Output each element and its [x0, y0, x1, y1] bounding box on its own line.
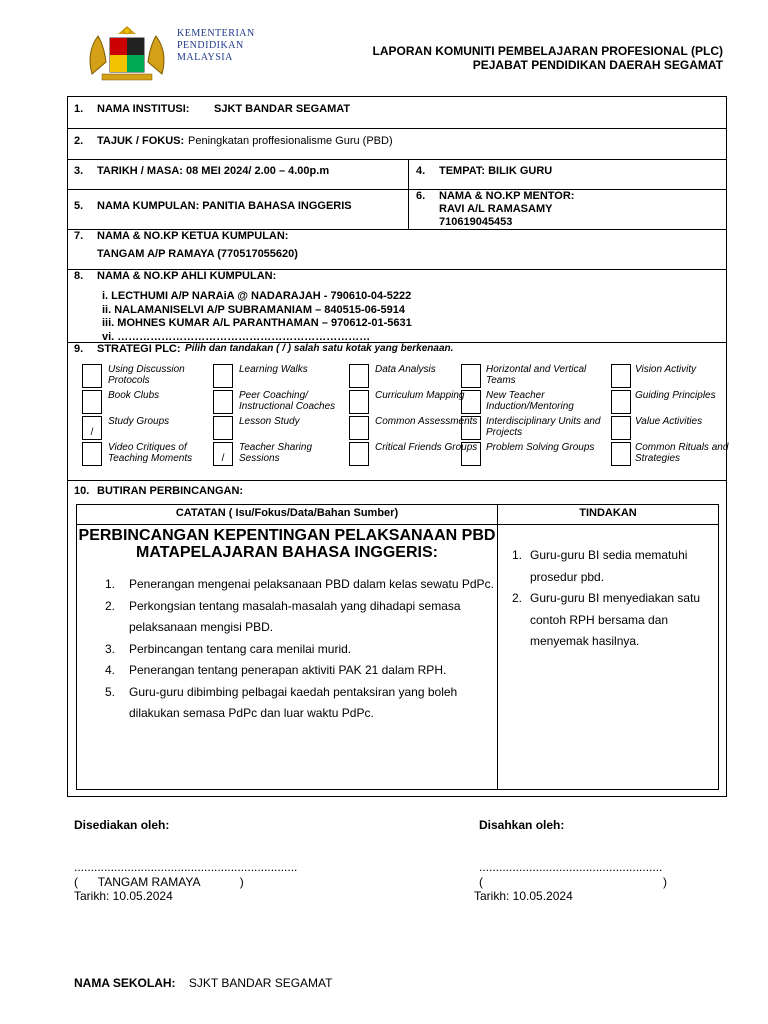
plc-report-form: [67, 96, 727, 797]
ministry-crest-logo: [84, 22, 170, 84]
group-name: NAMA KUMPULAN: PANITIA BAHASA INGGERIS: [97, 200, 352, 212]
strategy-checkbox[interactable]: [349, 442, 369, 466]
strategy-instruction: Pilih dan tandakan ( / ) salah satu kotak yang berkenaan.: [185, 343, 454, 354]
strategy-checkbox[interactable]: [611, 442, 631, 466]
strategy-checkbox[interactable]: [213, 390, 233, 414]
discussion-points: [105, 574, 495, 725]
approved-name-open: (: [479, 875, 483, 889]
strategy-label: Book Clubs: [108, 390, 160, 401]
strategy-checkbox[interactable]: [349, 364, 369, 388]
prepared-by-label: Disediakan oleh:: [74, 818, 170, 832]
mentor-info: NAMA & NO.KP MENTOR: RAVI A/L RAMASAMY 710619045453: [439, 190, 575, 228]
school-name: NAMA SEKOLAH: SJKT BANDAR SEGAMAT: [74, 976, 333, 990]
list-item: 2. Perkongsian tentang masalah-masalah yang dihadapi semasa pelaksanaan mengisi PBD.: [105, 598, 461, 634]
row-institution: 1. NAMA INSTITUSI: SJKT BANDAR SEGAMAT: [68, 97, 726, 129]
date-time: TARIKH / MASA: 08 MEI 2024/ 2.00 – 4.00p.m: [97, 165, 330, 177]
strategy-checkbox[interactable]: [461, 390, 481, 414]
member-item: iii. MOHNES KUMAR A/L PARANTHAMAN – 970612-01-5631: [102, 317, 412, 329]
strategy-checkbox[interactable]: [213, 416, 233, 440]
discussion-label: BUTIRAN PERBINCANGAN:: [97, 485, 244, 497]
strategy-checkbox[interactable]: [349, 390, 369, 414]
strategy-label: New Teacher Induction/Mentoring: [486, 390, 574, 412]
members-list: [102, 290, 412, 344]
strategy-checkbox[interactable]: [611, 416, 631, 440]
strategy-label: Peer Coaching/ Instructional Coaches: [239, 390, 336, 412]
strategy-label: Lesson Study: [239, 416, 300, 427]
column-action: TINDAKAN: [579, 507, 637, 519]
discussion-table-header: [77, 505, 718, 525]
strategy-checkbox[interactable]: [349, 416, 369, 440]
strategy-label: Critical Friends Groups: [375, 442, 478, 453]
row-strategy: 9. STRATEGI PLC: Pilih dan tandakan ( / ) salah satu kotak yang berkenaan.: [68, 343, 726, 481]
institution-label: NAMA INSTITUSI:: [97, 103, 190, 115]
report-title: LAPORAN KOMUNITI PEMBELAJARAN PROFESIONAL (PLC) PEJABAT PENDIDIKAN DAERAH SEGAMAT: [372, 44, 723, 72]
strategy-label: Common Rituals and Strategies: [635, 442, 729, 464]
member-item: vi. ……………………………………………………………: [102, 330, 371, 343]
topic-value: Peningkatan proffesionalisme Guru (PBD): [188, 135, 393, 147]
strategy-label: Vision Activity: [635, 364, 697, 375]
strategy-checkbox[interactable]: [82, 390, 102, 414]
strategy-label: Using Discussion Protocols: [108, 364, 185, 386]
row-date-place: 3. TARIKH / MASA: 08 MEI 2024/ 2.00 – 4.00p.m 4. TEMPAT: BILIK GURU: [68, 160, 726, 190]
institution-value: SJKT BANDAR SEGAMAT: [214, 103, 351, 115]
strategy-label: Study Groups: [108, 416, 170, 427]
list-item: 2. Guru-guru BI menyediakan satu contoh RPH bersama dan menyemak hasilnya.: [512, 591, 701, 648]
members-label: NAMA & NO.KP AHLI KUMPULAN:: [97, 270, 277, 282]
strategy-label: Horizontal and Vertical Teams: [486, 364, 587, 386]
row-group-members: 8. NAMA & NO.KP AHLI KUMPULAN: i. LECTHUMI A/P NARAiA @ NADARAJAH - 790610-04-5222 ii. NALAMANISELVI A/P SUBRAMANIAM – 840515-06-5914 iii. MOHNES KUMAR A/L PARANTHAMAN – 970612-01-5631 vi. ……………………………………………………………: [68, 270, 726, 343]
member-item: i. LECTHUMI A/P NARAiA @ NADARAJAH - 790610-04-5222: [102, 290, 412, 302]
topic-label: TAJUK / FOKUS:: [97, 135, 185, 147]
row-discussion: 10. BUTIRAN PERBINCANGAN:: [74, 485, 244, 497]
strategy-label: Video Critiques of Teaching Moments: [108, 442, 193, 464]
strategy-checkbox[interactable]: [461, 442, 481, 466]
row-group-mentor: 5. NAMA KUMPULAN: PANITIA BAHASA INGGERIS 6. NAMA & NO.KP MENTOR: RAVI A/L RAMASAMY 710619045453: [68, 190, 726, 230]
strategy-checkbox[interactable]: [213, 364, 233, 388]
venue: TEMPAT: BILIK GURU: [439, 165, 553, 177]
prepared-signature-line: ...................................................................: [74, 860, 298, 874]
strategy-checkbox[interactable]: /: [82, 416, 102, 440]
approved-signature-line: .......................................................: [479, 860, 663, 874]
strategy-checkbox[interactable]: [611, 364, 631, 388]
strategy-label: Learning Walks: [239, 364, 308, 375]
leader-label: NAMA & NO.KP KETUA KUMPULAN:: [97, 230, 289, 242]
strategy-checkbox[interactable]: [461, 416, 481, 440]
strategy-label: Value Activities: [635, 416, 703, 427]
strategy-checkbox[interactable]: [82, 442, 102, 466]
list-item: 1. Penerangan mengenai pelaksanaan PBD dalam kelas sewatu PdPc.: [105, 577, 494, 591]
leader-value: TANGAM A/P RAMAYA (770517055620): [97, 248, 298, 260]
strategy-label: Curriculum Mapping: [375, 390, 465, 401]
strategy-label: Common Assessments: [375, 416, 478, 427]
approved-by-label: Disahkan oleh:: [479, 818, 565, 832]
strategy-label: Teacher Sharing Sessions: [239, 442, 313, 464]
discussion-table: [76, 504, 719, 790]
approved-date: Tarikh: 10.05.2024: [474, 889, 573, 903]
list-item: 4. Penerangan tentang penerapan aktiviti PAK 21 dalam RPH.: [105, 663, 447, 677]
column-notes: CATATAN ( Isu/Fokus/Data/Bahan Sumber): [175, 507, 399, 519]
list-item: 5. Guru-guru dibimbing pelbagai kaedah pentaksiran yang boleh dilakukan semasa PdPc dan luar waktu PdPc.: [105, 684, 458, 720]
strategy-label: Interdisciplinary Units and Projects: [486, 416, 601, 438]
strategy-label: Guiding Principles: [635, 390, 716, 401]
member-item: ii. NALAMANISELVI A/P SUBRAMANIAM – 840515-06-5914: [102, 303, 405, 316]
strategy-checkbox[interactable]: [461, 364, 481, 388]
list-item: 1. Guru-guru BI sedia mematuhi prosedur pbd.: [512, 548, 688, 584]
strategy-label: STRATEGI PLC:: [97, 343, 181, 355]
prepared-name: ( TANGAM RAMAYA ): [74, 875, 244, 889]
approved-name-close: ): [663, 875, 667, 889]
row-group-leader: 7. NAMA & NO.KP KETUA KUMPULAN: TANGAM A/P RAMAYA (770517055620): [68, 230, 726, 270]
strategy-checkbox[interactable]: /: [213, 442, 233, 466]
action-points: [512, 545, 712, 653]
strategy-checkbox[interactable]: [82, 364, 102, 388]
list-item: 3. Perbincangan tentang cara menilai murid.: [105, 641, 352, 656]
discussion-title: PERBINCANGAN KEPENTINGAN PELAKSANAAN PBD MATAPELAJARAN BAHASA INGGERIS:: [78, 527, 496, 561]
ministry-name: KEMENTERIAN PENDIDIKAN MALAYSIA: [177, 28, 255, 63]
strategy-label: Problem Solving Groups: [486, 442, 595, 453]
column-divider: [497, 505, 498, 789]
row-topic: 2. TAJUK / FOKUS: Peningkatan proffesionalisme Guru (PBD): [68, 129, 726, 160]
strategy-checkbox[interactable]: [611, 390, 631, 414]
strategy-label: Data Analysis: [375, 364, 436, 375]
prepared-date: Tarikh: 10.05.2024: [74, 889, 173, 903]
